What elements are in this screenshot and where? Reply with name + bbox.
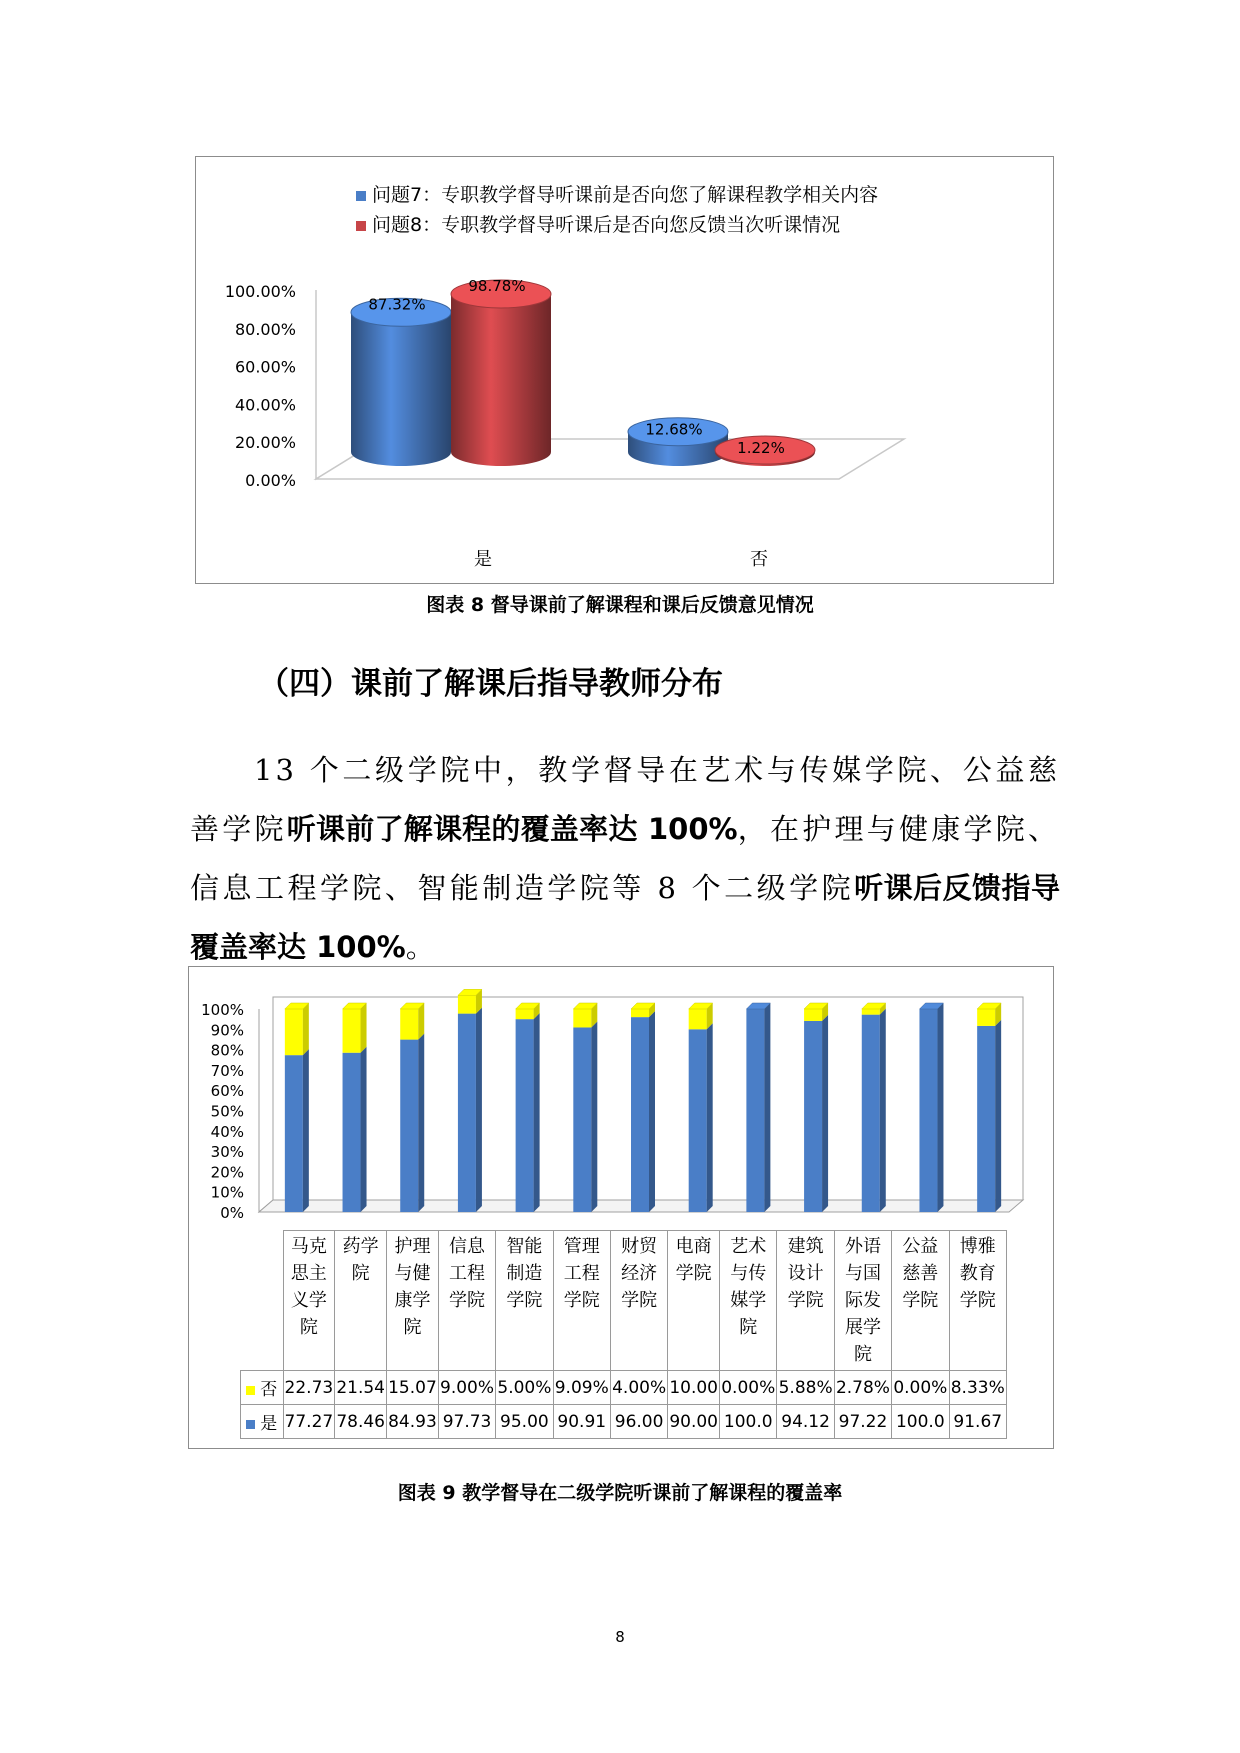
bar-yes-side	[534, 1013, 540, 1212]
bar-no	[458, 995, 476, 1013]
bar-no	[516, 1009, 534, 1019]
bar-yes-side	[880, 1009, 886, 1212]
category-line: 设计	[787, 1263, 824, 1284]
category-line: 外语	[844, 1236, 881, 1257]
bar-yes-side	[591, 1021, 597, 1212]
y-tick-label: 100.00%	[224, 282, 296, 301]
table-row	[241, 1405, 1007, 1439]
category-line: 学院	[959, 1290, 996, 1311]
table-value-cell: 90.00	[668, 1405, 720, 1439]
page-number: 8	[615, 1628, 625, 1646]
table-category-header	[335, 1231, 387, 1371]
legend-swatch-1	[356, 191, 366, 201]
bar-yes	[573, 1027, 591, 1212]
category-line: 慈善	[902, 1263, 939, 1284]
table-value-cell: 90.91	[553, 1405, 610, 1439]
y-tick-label: 70%	[210, 1061, 244, 1080]
category-line: 院	[739, 1317, 758, 1338]
table-value-cell: 21.54	[335, 1371, 387, 1405]
category-line: 管理	[563, 1236, 600, 1257]
category-line: 药学	[342, 1236, 379, 1257]
bar-body	[451, 294, 551, 466]
table-value-cell: 97.22	[834, 1405, 891, 1439]
table-series-header	[241, 1371, 284, 1405]
y-tick-label: 80.00%	[234, 319, 296, 339]
category-line: 康学	[394, 1290, 431, 1311]
series-label: 是	[260, 1414, 278, 1434]
category-line: 与国	[844, 1263, 881, 1284]
category-line: 智能	[506, 1236, 543, 1257]
series-label: 否	[260, 1380, 278, 1400]
table-category-header	[387, 1231, 439, 1371]
table-value-cell: 2.78%	[834, 1371, 891, 1405]
table-value-cell: 100.0	[720, 1405, 777, 1439]
category-line: 院	[853, 1344, 872, 1365]
x-category-label: 是	[474, 549, 492, 570]
category-line: 经济	[621, 1263, 658, 1284]
data-label: 98.78%	[468, 276, 526, 295]
table-value-cell: 0.00%	[720, 1371, 777, 1405]
table-corner	[241, 1231, 284, 1371]
section-heading: （四）课前了解课后指导教师分布	[258, 666, 723, 702]
table-value-cell: 100.0	[892, 1405, 949, 1439]
bar-yes	[804, 1021, 822, 1212]
table-category-header	[892, 1231, 949, 1371]
bar-no	[804, 1009, 822, 1021]
bar-no	[285, 1009, 303, 1055]
table-value-cell: 77.27	[283, 1405, 335, 1439]
table-value-cell: 22.73	[283, 1371, 335, 1405]
category-line: 媒学	[730, 1290, 767, 1311]
y-tick-label: 10%	[210, 1183, 244, 1202]
para-text-2: ，在护理与健康学院、信息工程学院、智能制造学院等 8 个二级学院	[190, 812, 1060, 905]
x-category-label: 否	[750, 549, 768, 570]
chart9-plot	[189, 967, 1053, 1227]
bar-yes-side	[937, 1003, 943, 1212]
category-line: 院	[299, 1317, 318, 1338]
table-category-header	[283, 1231, 335, 1371]
category-line: 际发	[844, 1290, 881, 1311]
category-line: 公益	[902, 1236, 939, 1257]
table-category-header	[668, 1231, 720, 1371]
bar-no	[631, 1009, 649, 1017]
bar-no	[400, 1009, 418, 1040]
para-bold-1: 听课前了解课程的覆盖率达 100%	[286, 812, 738, 846]
bar-yes-side	[418, 1034, 424, 1212]
category-line: 艺术	[730, 1236, 767, 1257]
bar-no	[977, 1009, 995, 1026]
bar-yes-side	[361, 1047, 367, 1212]
bar-yes	[689, 1029, 707, 1212]
bar-yes	[862, 1015, 880, 1212]
chart8-frame	[195, 156, 1054, 584]
bar-yes	[458, 1014, 476, 1212]
table-series-header	[241, 1405, 284, 1439]
chart8-caption: 图表 8 督导课前了解课程和课后反馈意见情况	[426, 594, 814, 616]
table-category-header	[720, 1231, 777, 1371]
data-label: 87.32%	[368, 295, 426, 314]
category-line: 学院	[563, 1290, 600, 1311]
table-category-header	[777, 1231, 834, 1371]
category-line: 工程	[449, 1263, 486, 1284]
table-value-cell: 9.00%	[438, 1371, 495, 1405]
bar-yes-side	[764, 1003, 770, 1212]
legend-swatch-2	[356, 221, 366, 231]
chart9-data-table	[240, 1230, 1007, 1439]
category-line: 工程	[563, 1263, 600, 1284]
legend-swatch	[246, 1420, 255, 1429]
bar-no-side	[361, 1003, 367, 1053]
category-line: 院	[351, 1263, 370, 1284]
bar-yes-side	[995, 1020, 1001, 1212]
legend-swatch	[246, 1386, 255, 1395]
table-category-header	[438, 1231, 495, 1371]
category-line: 电商	[675, 1236, 712, 1257]
table-value-cell: 8.33%	[949, 1371, 1007, 1405]
category-line: 制造	[506, 1263, 543, 1284]
y-tick-label: 60.00%	[234, 357, 296, 377]
table-value-cell: 5.88%	[777, 1371, 834, 1405]
legend-label-1: 问题7：专职教学督导听课前是否向您了解课程教学相关内容	[372, 184, 879, 206]
category-line: 教育	[959, 1263, 996, 1284]
legend-label-2: 问题8：专职教学督导听课后是否向您反馈当次听课情况	[372, 214, 841, 236]
y-tick-label: 50%	[210, 1102, 244, 1121]
chart8-plot	[196, 157, 1053, 583]
category-line: 学院	[621, 1290, 658, 1311]
y-tick-label: 80%	[210, 1041, 244, 1060]
y-tick-label: 30%	[210, 1143, 244, 1162]
table-value-cell: 91.67	[949, 1405, 1007, 1439]
bar-no	[343, 1009, 361, 1053]
category-line: 与健	[394, 1263, 431, 1284]
bar-yes	[343, 1053, 361, 1212]
table-value-cell: 97.73	[438, 1405, 495, 1439]
bar-yes-side	[822, 1015, 828, 1212]
section-paragraph	[190, 741, 1060, 977]
bar-yes	[285, 1055, 303, 1212]
bar-yes-side	[649, 1011, 655, 1212]
category-line: 学院	[506, 1290, 543, 1311]
y-tick-label: 40%	[210, 1122, 244, 1141]
category-line: 展学	[844, 1317, 881, 1338]
chart9-caption: 图表 9 教学督导在二级学院听课前了解课程的覆盖率	[397, 1482, 843, 1504]
category-line: 信息	[449, 1236, 486, 1257]
bar-yes	[516, 1019, 534, 1212]
table-value-cell: 9.09%	[553, 1371, 610, 1405]
table-value-cell: 96.00	[610, 1405, 667, 1439]
category-line: 学院	[787, 1290, 824, 1311]
category-line: 院	[403, 1317, 422, 1338]
category-line: 学院	[675, 1263, 712, 1284]
table-value-cell: 84.93	[387, 1405, 439, 1439]
y-tick-label: 20.00%	[234, 433, 296, 453]
category-line: 思主	[290, 1263, 327, 1284]
table-value-cell: 15.07	[387, 1371, 439, 1405]
table-value-cell: 94.12	[777, 1405, 834, 1439]
chart9-frame	[188, 966, 1054, 1449]
category-line: 建筑	[787, 1236, 824, 1257]
category-line: 学院	[902, 1290, 939, 1311]
table-row	[241, 1371, 1007, 1405]
bar-no-side	[418, 1003, 424, 1040]
category-line: 与传	[730, 1263, 767, 1284]
bar-yes	[746, 1009, 764, 1212]
bar-no	[862, 1009, 880, 1015]
table-value-cell: 4.00%	[610, 1371, 667, 1405]
bar-body	[351, 312, 451, 466]
category-line: 学院	[449, 1290, 486, 1311]
para-text-1: 13 个二级学院中，教学督导在艺术与传媒学院、公益慈善学院	[190, 753, 1060, 846]
table-row	[241, 1231, 1007, 1371]
table-category-header	[553, 1231, 610, 1371]
bar-no	[573, 1009, 591, 1027]
chart9-side-wall	[259, 1009, 273, 1212]
para-text-3: 。	[405, 930, 438, 964]
bar-no-side	[303, 1003, 309, 1055]
bar-yes-side	[303, 1049, 309, 1212]
para-bold-2: 听课后反馈指导覆盖率达 100%	[190, 871, 1060, 964]
category-line: 护理	[394, 1236, 431, 1257]
bar-yes-side	[476, 1008, 482, 1212]
table-value-cell: 10.00	[668, 1371, 720, 1405]
y-tick-label: 0%	[220, 1204, 244, 1222]
bar-yes	[919, 1009, 937, 1212]
bar-no	[689, 1009, 707, 1029]
table-category-header	[834, 1231, 891, 1371]
table-category-header	[610, 1231, 667, 1371]
data-label: 1.22%	[737, 439, 785, 458]
category-line: 博雅	[959, 1236, 996, 1257]
category-line: 义学	[290, 1290, 327, 1311]
bar-yes-side	[707, 1023, 713, 1212]
table-category-header	[949, 1231, 1007, 1371]
y-tick-label: 20%	[210, 1163, 244, 1182]
table-value-cell: 95.00	[496, 1405, 553, 1439]
table-value-cell: 0.00%	[892, 1371, 949, 1405]
y-tick-label: 90%	[210, 1021, 244, 1040]
table-value-cell: 5.00%	[496, 1371, 553, 1405]
data-label: 12.68%	[645, 420, 703, 439]
table-value-cell: 78.46	[335, 1405, 387, 1439]
bar-yes	[631, 1017, 649, 1212]
y-tick-label: 100%	[201, 1001, 244, 1019]
y-tick-label: 40.00%	[234, 395, 296, 415]
bar-yes	[400, 1040, 418, 1212]
category-line: 财贸	[621, 1236, 658, 1257]
category-line: 马克	[290, 1236, 327, 1257]
y-tick-label: 60%	[210, 1082, 244, 1101]
y-tick-label: 0.00%	[245, 471, 296, 490]
bar-yes	[977, 1026, 995, 1212]
table-category-header	[496, 1231, 553, 1371]
